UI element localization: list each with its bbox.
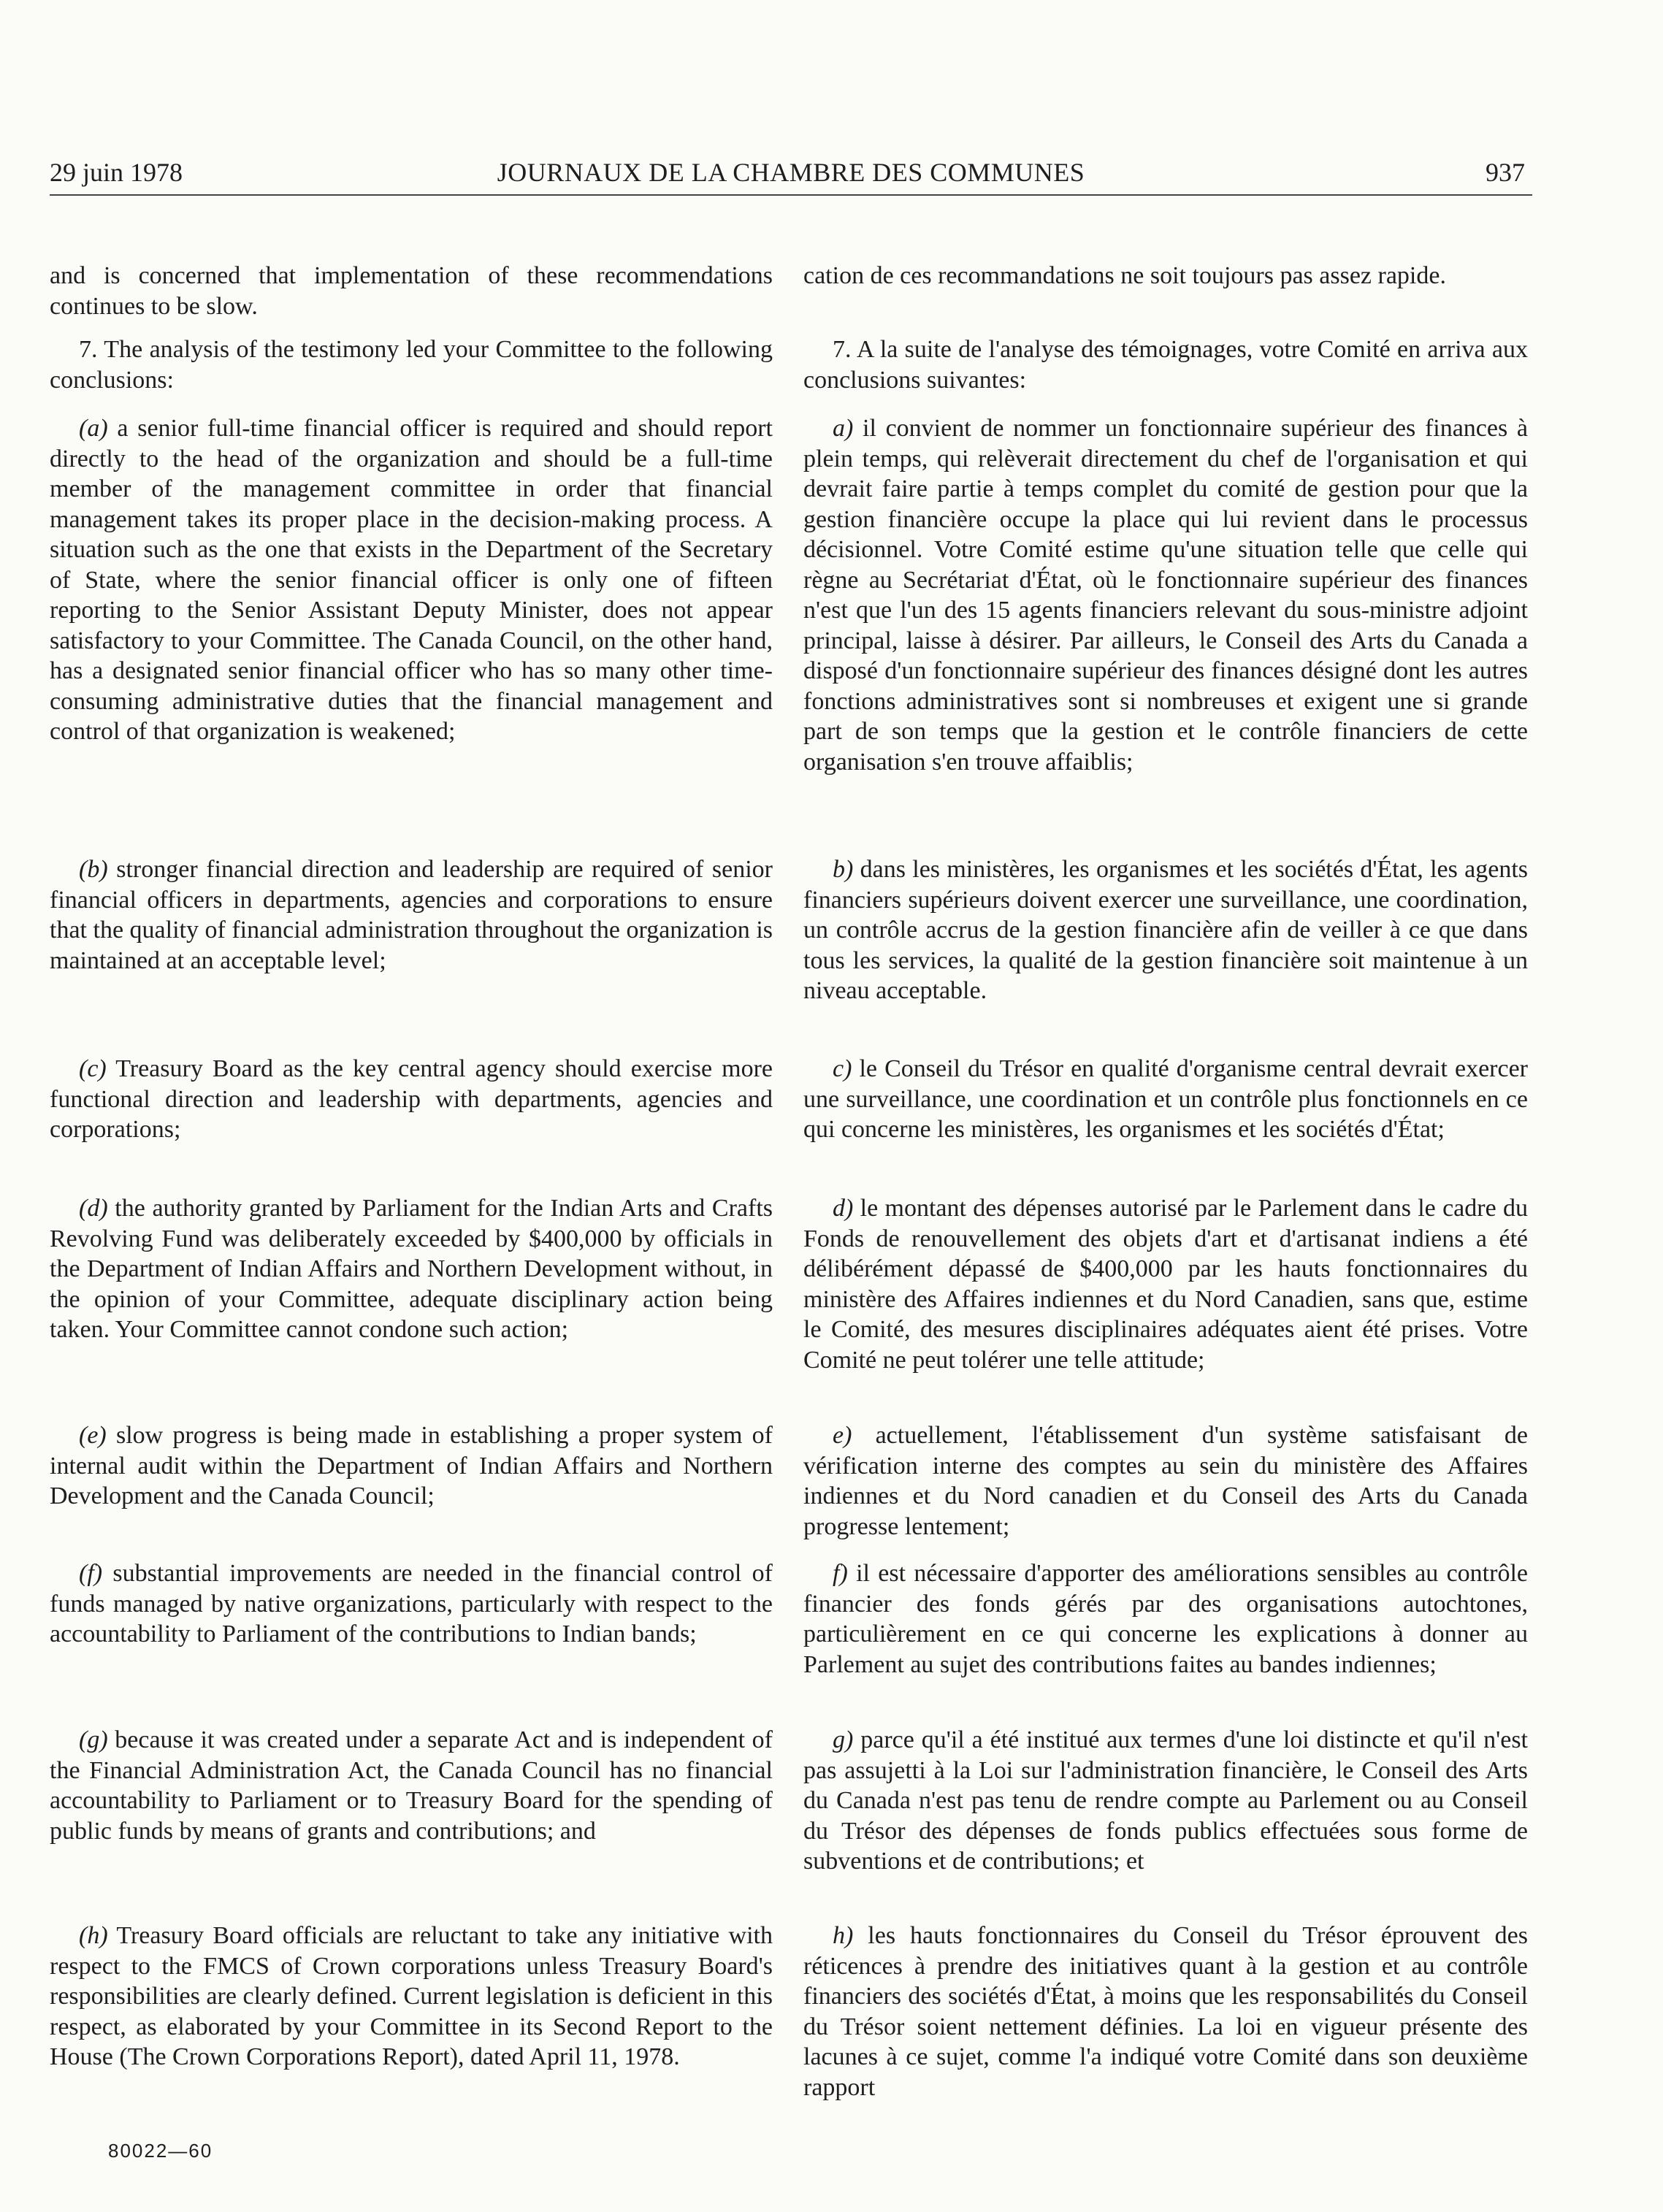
header-title: JOURNAUX DE LA CHAMBRE DES COMMUNES xyxy=(497,158,1085,187)
fr-item-d xyxy=(803,1193,1528,1375)
en-item-b xyxy=(50,854,773,976)
fr-item-b xyxy=(803,854,1528,1006)
en-item-a-marker: (a) xyxy=(79,415,108,442)
fr-item-a-marker: a) xyxy=(833,415,854,442)
fr-item-b-text: dans les ministères, les organismes et les sociétés d'État, les agents financiers supérieurs doivent exercer une surveillance, une coordination, un contrôle accrus de la gestion financière afin de veiller à ce que dans tous les services, la qualité de la gestion financière soit maintenue à un niveau acceptable. xyxy=(803,856,1528,1004)
en-item-c-text: Treasury Board as the key central agency should exercise more functional direction and leadership with departments, agencies and corporations; xyxy=(50,1055,773,1143)
en-item-b-marker: (b) xyxy=(79,856,108,883)
en-item-e-text: slow progress is being made in establishing a proper system of internal audit within the Department of Indian Affairs and Northern Development and the Canada Council; xyxy=(50,1422,773,1509)
header-page-number: 937 xyxy=(1486,158,1525,187)
fr-item-a xyxy=(803,413,1528,777)
en-item-d xyxy=(50,1193,773,1345)
page-header xyxy=(50,153,1532,196)
en-item-e-marker: (e) xyxy=(79,1422,107,1449)
en-paragraph-7: 7. The analysis of the testimony led your Committee to the following conclusions: xyxy=(50,336,773,394)
en-item-c-marker: (c) xyxy=(79,1055,107,1082)
fr-item-b-marker: b) xyxy=(833,856,854,883)
fr-item-f xyxy=(803,1558,1528,1680)
fr-item-g xyxy=(803,1725,1528,1877)
en-item-a-text: a senior full-time financial officer is required and should report directly to the head of the organization and should be a full-time member of the management committee in order that financial management takes its proper place in the decision-making process. A situation such as the one that exists in the Department of the Secretary of State, where the senior financial officer is only one of fifteen reporting to the Senior Assistant Deputy Minister, does not appear satisfactory to your Committee. The Canada Council, on the other hand, has a designated senior financial officer who has so many other time-consuming administrative duties that the financial management and control of that organization is weakened; xyxy=(50,415,773,745)
en-item-g-text: because it was created under a separate Act and is independent of the Financial Administration Act, the Canada Council has no financial accountability to Parliament or to Treasury Board for the spending of public funds by means of grants and contributions; and xyxy=(50,1726,773,1845)
en-item-f xyxy=(50,1558,773,1650)
fr-item-c-text: le Conseil du Trésor en qualité d'organisme central devrait exercer une surveillance, une coordination et un contrôle plus fonctionnels en ce qui concerne les ministères, les organismes et les sociétés d'État; xyxy=(803,1055,1528,1143)
fr-item-f-text: il est nécessaire d'apporter des améliorations sensibles au contrôle financier des fonds gérés par des organisations autochtones, particulièrement en ce qui concerne les explications à donner au Parlement au sujet des contributions faites au bandes indiennes; xyxy=(803,1560,1528,1678)
fr-item-e-marker: e) xyxy=(833,1422,852,1449)
en-item-f-text: substantial improvements are needed in the financial control of funds managed by native organizations, particularly with respect to the accountability to Parliament of the contributions to Indian bands; xyxy=(50,1560,773,1647)
fr-item-d-marker: d) xyxy=(833,1195,854,1222)
en-item-h-text: Treasury Board officials are reluctant to take any initiative with respect to the FMCS of Crown corporations unless Treasury Board's responsibilities are clearly defined. Current legislation is deficient in this respect, as elaborated by your Committee in its Second Report to the House (The Crown Corporations Report), dated April 11, 1978. xyxy=(50,1922,773,2070)
en-item-g xyxy=(50,1725,773,1846)
fr-item-c xyxy=(803,1054,1528,1145)
en-item-c xyxy=(50,1054,773,1145)
fr-item-c-marker: c) xyxy=(833,1055,852,1082)
en-item-a xyxy=(50,413,773,747)
fr-item-g-marker: g) xyxy=(833,1726,854,1753)
en-continuation-paragraph: and is concerned that implementation of these recommendations continues to be slow. xyxy=(50,262,773,320)
en-item-d-marker: (d) xyxy=(79,1195,108,1222)
fr-paragraph-7: 7. A la suite de l'analyse des témoignages, votre Comité en arriva aux conclusions suivantes: xyxy=(803,336,1528,394)
en-item-h-marker: (h) xyxy=(79,1922,108,1949)
footer-print-code: 80022—60 xyxy=(108,2140,213,2162)
fr-item-f-marker: f) xyxy=(833,1560,848,1587)
fr-item-e-text: actuellement, l'établissement d'un système satisfaisant de vérification interne des comptes au sein du ministère des Affaires indiennes et du Nord canadien et du Conseil des Arts du Canada progresse lentement; xyxy=(803,1422,1528,1540)
en-item-e xyxy=(50,1420,773,1512)
en-item-b-text: stronger financial direction and leadership are required of senior financial officers in departments, agencies and corporations to ensure that the quality of financial administration throughout the organization is maintained at an acceptable level; xyxy=(50,856,773,974)
fr-item-h xyxy=(803,1921,1528,2102)
fr-continuation-paragraph: cation de ces recommandations ne soit toujours pas assez rapide. xyxy=(803,262,1446,289)
en-item-d-text: the authority granted by Parliament for the Indian Arts and Crafts Revolving Fund was deliberately exceeded by $400,000 by officials in the Department of Indian Affairs and Northern Development without, in the opinion of your Committee, adequate disciplinary action being taken. Your Committee cannot condone such action; xyxy=(50,1195,773,1343)
fr-item-a-text: il convient de nommer un fonctionnaire supérieur des finances à plein temps, qui relèverait directement du chef de l'organisation et qui devrait faire partie à temps complet du comité de gestion pour que la gestion financière occupe la place qui lui revient dans le processus décisionnel. Votre Comité estime qu'une situation telle que celle qui règne au Secrétariat d'État, où le fonctionnaire supérieur des finances n'est que l'un des 15 agents financiers relevant du sous-ministre adjoint principal, laisse à désirer. Par ailleurs, le Conseil des Arts du Canada a disposé d'un fonctionnaire supérieur des finances désigné dont les autres fonctions administratives sont si nombreuses et exigent une si grande part de son temps que la gestion et le contrôle financiers de cette organisation s'en trouve affaiblis; xyxy=(803,415,1528,776)
en-item-g-marker: (g) xyxy=(79,1726,108,1753)
en-item-f-marker: (f) xyxy=(79,1560,103,1587)
fr-item-h-text: les hauts fonctionnaires du Conseil du Trésor éprouvent des réticences à prendre des initiatives quant à la gestion et au contrôle financiers des sociétés d'État, à moins que les responsabilités du Conseil du Trésor soient nettement définies. La loi en vigueur présente des lacunes à ce sujet, comme l'a indiqué votre Comité dans son deuxième rapport xyxy=(803,1922,1528,2101)
fr-item-d-text: le montant des dépenses autorisé par le Parlement dans le cadre du Fonds de renouvellement des objets d'art et d'artisanat indiens a été délibérément dépassé de $400,000 par les hauts fonctionnaires du ministère des Affaires indiennes et du Nord Canadien, sans que, estime le Comité, des mesures disciplinaires adéquates aient été prises. Votre Comité ne peut tolérer une telle attitude; xyxy=(803,1195,1528,1374)
fr-item-h-marker: h) xyxy=(833,1922,854,1949)
fr-item-g-text: parce qu'il a été institué aux termes d'une loi distincte et qu'il n'est pas assujetti à la Loi sur l'administration financière, le Conseil des Arts du Canada n'est pas tenu de rendre compte au Parlement ou au Conseil du Trésor des dépenses de fonds publics effectuées sous forme de subventions et de contributions; et xyxy=(803,1726,1528,1875)
fr-item-e xyxy=(803,1420,1528,1542)
header-date: 29 juin 1978 xyxy=(50,158,183,187)
en-item-h xyxy=(50,1921,773,2073)
